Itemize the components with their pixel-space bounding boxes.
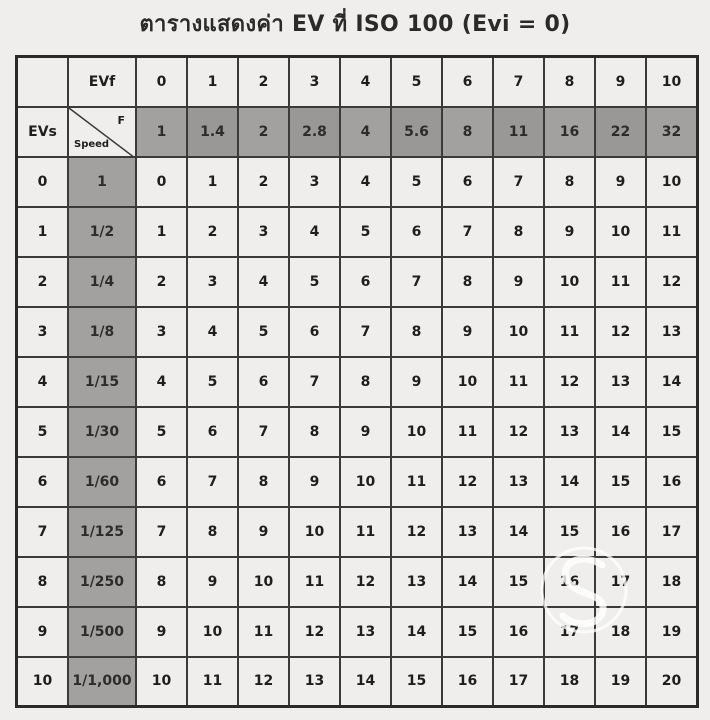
ev-value-cell: 12 xyxy=(493,407,544,457)
f-number-cell: 32 xyxy=(646,107,698,157)
ev-value-cell: 6 xyxy=(238,357,289,407)
evs-value-cell: 2 xyxy=(17,257,69,307)
evs-value-cell: 6 xyxy=(17,457,69,507)
ev-value-cell: 2 xyxy=(238,157,289,207)
table-row xyxy=(17,307,698,357)
f-speed-diagonal-cell xyxy=(68,107,136,157)
ev-value-cell: 6 xyxy=(136,457,187,507)
ev-value-cell: 19 xyxy=(595,657,646,707)
ev-value-cell: 8 xyxy=(391,307,442,357)
ev-value-cell: 11 xyxy=(595,257,646,307)
f-number-cell: 22 xyxy=(595,107,646,157)
table-row xyxy=(17,657,698,707)
ev-value-cell: 8 xyxy=(136,557,187,607)
ev-value-cell: 17 xyxy=(646,507,698,557)
f-number-cell: 16 xyxy=(544,107,595,157)
evs-value-cell: 5 xyxy=(17,407,69,457)
evf-value-cell: 2 xyxy=(238,57,289,107)
ev-value-cell: 14 xyxy=(391,607,442,657)
ev-value-cell: 5 xyxy=(340,207,391,257)
evf-value-cell: 1 xyxy=(187,57,238,107)
shutter-speed-cell: 1/8 xyxy=(68,307,136,357)
evs-value-cell: 4 xyxy=(17,357,69,407)
ev-value-cell: 16 xyxy=(646,457,698,507)
evf-value-cell: 6 xyxy=(442,57,493,107)
ev-value-cell: 13 xyxy=(442,507,493,557)
ev-value-cell: 7 xyxy=(391,257,442,307)
ev-value-cell: 11 xyxy=(442,407,493,457)
ev-value-cell: 8 xyxy=(187,507,238,557)
ev-value-cell: 10 xyxy=(493,307,544,357)
evs-value-cell: 0 xyxy=(17,157,69,207)
ev-value-cell: 16 xyxy=(442,657,493,707)
evf-header-row xyxy=(17,57,698,107)
ev-value-cell: 11 xyxy=(289,557,340,607)
evf-value-cell: 9 xyxy=(595,57,646,107)
evf-value-cell: 5 xyxy=(391,57,442,107)
ev-value-cell: 9 xyxy=(289,457,340,507)
ev-value-cell: 6 xyxy=(187,407,238,457)
ev-value-cell: 6 xyxy=(391,207,442,257)
ev-value-cell: 7 xyxy=(442,207,493,257)
ev-value-cell: 7 xyxy=(289,357,340,407)
ev-value-cell: 11 xyxy=(544,307,595,357)
ev-value-cell: 10 xyxy=(340,457,391,507)
ev-value-cell: 15 xyxy=(595,457,646,507)
ev-value-cell: 19 xyxy=(646,607,698,657)
f-number-cell: 4 xyxy=(340,107,391,157)
f-label: F xyxy=(117,113,125,127)
speed-label: Speed xyxy=(74,138,110,150)
evs-label: EVs xyxy=(17,107,69,157)
ev-value-cell: 7 xyxy=(136,507,187,557)
shutter-speed-cell: 1/2 xyxy=(68,207,136,257)
ev-value-cell: 14 xyxy=(493,507,544,557)
ev-value-cell: 3 xyxy=(289,157,340,207)
evs-value-cell: 8 xyxy=(17,557,69,607)
ev-value-cell: 10 xyxy=(595,207,646,257)
ev-value-cell: 13 xyxy=(595,357,646,407)
evs-value-cell: 7 xyxy=(17,507,69,557)
page-title: ตารางแสดงค่า EV ที่ ISO 100 (Evi = 0) xyxy=(139,12,571,37)
ev-value-cell: 8 xyxy=(493,207,544,257)
ev-value-cell: 10 xyxy=(136,657,187,707)
table-row xyxy=(17,257,698,307)
ev-value-cell: 13 xyxy=(391,557,442,607)
ev-value-cell: 18 xyxy=(646,557,698,607)
ev-value-cell: 10 xyxy=(289,507,340,557)
f-number-cell: 11 xyxy=(493,107,544,157)
ev-value-cell: 11 xyxy=(238,607,289,657)
ev-value-cell: 3 xyxy=(187,257,238,307)
table-row xyxy=(17,507,698,557)
table-row xyxy=(17,557,698,607)
ev-value-cell: 11 xyxy=(340,507,391,557)
evf-value-cell: 3 xyxy=(289,57,340,107)
ev-value-cell: 10 xyxy=(646,157,698,207)
ev-value-cell: 12 xyxy=(238,657,289,707)
shutter-speed-cell: 1/1,000 xyxy=(68,657,136,707)
ev-value-cell: 0 xyxy=(136,157,187,207)
ev-value-cell: 5 xyxy=(136,407,187,457)
ev-value-cell: 13 xyxy=(289,657,340,707)
ev-value-cell: 12 xyxy=(544,357,595,407)
evf-label: EVf xyxy=(68,57,136,107)
ev-value-cell: 14 xyxy=(595,407,646,457)
table-row xyxy=(17,457,698,507)
ev-value-cell: 10 xyxy=(187,607,238,657)
ev-value-cell: 8 xyxy=(238,457,289,507)
ev-value-cell: 15 xyxy=(493,557,544,607)
evs-value-cell: 10 xyxy=(17,657,69,707)
ev-value-cell: 12 xyxy=(646,257,698,307)
ev-value-cell: 18 xyxy=(544,657,595,707)
shutter-speed-cell: 1/500 xyxy=(68,607,136,657)
ev-value-cell: 5 xyxy=(289,257,340,307)
table-row xyxy=(17,357,698,407)
ev-value-cell: 10 xyxy=(442,357,493,407)
ev-value-cell: 13 xyxy=(646,307,698,357)
shutter-speed-cell: 1/60 xyxy=(68,457,136,507)
ev-value-cell: 9 xyxy=(238,507,289,557)
ev-value-cell: 11 xyxy=(187,657,238,707)
ev-value-cell: 10 xyxy=(391,407,442,457)
f-number-cell: 2.8 xyxy=(289,107,340,157)
shutter-speed-cell: 1 xyxy=(68,157,136,207)
ev-value-cell: 7 xyxy=(187,457,238,507)
table-row xyxy=(17,407,698,457)
fnumber-header-row xyxy=(17,107,698,157)
ev-value-cell: 9 xyxy=(595,157,646,207)
ev-value-cell: 4 xyxy=(136,357,187,407)
ev-value-cell: 16 xyxy=(493,607,544,657)
ev-value-cell: 8 xyxy=(340,357,391,407)
ev-value-cell: 1 xyxy=(136,207,187,257)
evf-value-cell: 4 xyxy=(340,57,391,107)
shutter-speed-cell: 1/30 xyxy=(68,407,136,457)
ev-value-cell: 5 xyxy=(391,157,442,207)
ev-value-cell: 13 xyxy=(544,407,595,457)
ev-value-cell: 12 xyxy=(391,507,442,557)
shutter-speed-cell: 1/15 xyxy=(68,357,136,407)
shutter-speed-cell: 1/4 xyxy=(68,257,136,307)
ev-value-cell: 11 xyxy=(646,207,698,257)
ev-value-cell: 14 xyxy=(340,657,391,707)
evf-value-cell: 8 xyxy=(544,57,595,107)
evs-value-cell: 3 xyxy=(17,307,69,357)
evs-value-cell: 1 xyxy=(17,207,69,257)
ev-value-cell: 9 xyxy=(544,207,595,257)
ev-value-cell: 17 xyxy=(595,557,646,607)
ev-value-cell: 17 xyxy=(544,607,595,657)
ev-value-cell: 8 xyxy=(289,407,340,457)
shutter-speed-cell: 1/250 xyxy=(68,557,136,607)
ev-value-cell: 13 xyxy=(493,457,544,507)
evf-value-cell: 0 xyxy=(136,57,187,107)
ev-value-cell: 2 xyxy=(187,207,238,257)
ev-value-cell: 3 xyxy=(238,207,289,257)
ev-value-cell: 12 xyxy=(595,307,646,357)
ev-value-cell: 6 xyxy=(289,307,340,357)
ev-value-cell: 16 xyxy=(544,557,595,607)
f-number-cell: 5.6 xyxy=(391,107,442,157)
ev-value-cell: 5 xyxy=(187,357,238,407)
ev-value-cell: 13 xyxy=(340,607,391,657)
corner-cell xyxy=(17,57,69,107)
ev-value-cell: 11 xyxy=(391,457,442,507)
ev-value-cell: 8 xyxy=(442,257,493,307)
ev-value-cell: 4 xyxy=(340,157,391,207)
table-row xyxy=(17,207,698,257)
ev-value-cell: 9 xyxy=(442,307,493,357)
ev-value-cell: 15 xyxy=(442,607,493,657)
ev-value-cell: 5 xyxy=(238,307,289,357)
ev-value-cell: 9 xyxy=(340,407,391,457)
shutter-speed-cell: 1/125 xyxy=(68,507,136,557)
evf-value-cell: 7 xyxy=(493,57,544,107)
table-row xyxy=(17,157,698,207)
ev-value-cell: 15 xyxy=(544,507,595,557)
ev-value-cell: 14 xyxy=(646,357,698,407)
ev-value-cell: 15 xyxy=(391,657,442,707)
ev-value-cell: 9 xyxy=(391,357,442,407)
ev-value-cell: 16 xyxy=(595,507,646,557)
ev-value-cell: 3 xyxy=(136,307,187,357)
ev-value-cell: 12 xyxy=(340,557,391,607)
f-number-cell: 1.4 xyxy=(187,107,238,157)
f-number-cell: 2 xyxy=(238,107,289,157)
ev-value-cell: 15 xyxy=(646,407,698,457)
ev-value-cell: 4 xyxy=(289,207,340,257)
ev-value-cell: 6 xyxy=(340,257,391,307)
ev-value-cell: 20 xyxy=(646,657,698,707)
ev-value-cell: 9 xyxy=(187,557,238,607)
ev-value-cell: 7 xyxy=(340,307,391,357)
ev-value-cell: 8 xyxy=(544,157,595,207)
ev-table xyxy=(15,55,699,708)
ev-value-cell: 14 xyxy=(544,457,595,507)
f-number-cell: 1 xyxy=(136,107,187,157)
ev-value-cell: 12 xyxy=(442,457,493,507)
ev-value-cell: 1 xyxy=(187,157,238,207)
ev-value-cell: 2 xyxy=(136,257,187,307)
ev-value-cell: 6 xyxy=(442,157,493,207)
ev-value-cell: 9 xyxy=(136,607,187,657)
ev-value-cell: 4 xyxy=(187,307,238,357)
ev-value-cell: 10 xyxy=(544,257,595,307)
ev-value-cell: 9 xyxy=(493,257,544,307)
table-row xyxy=(17,607,698,657)
ev-value-cell: 18 xyxy=(595,607,646,657)
evf-value-cell: 10 xyxy=(646,57,698,107)
ev-value-cell: 7 xyxy=(493,157,544,207)
ev-value-cell: 7 xyxy=(238,407,289,457)
ev-value-cell: 4 xyxy=(238,257,289,307)
ev-value-cell: 14 xyxy=(442,557,493,607)
ev-value-cell: 12 xyxy=(289,607,340,657)
ev-value-cell: 17 xyxy=(493,657,544,707)
evs-value-cell: 9 xyxy=(17,607,69,657)
ev-value-cell: 11 xyxy=(493,357,544,407)
ev-value-cell: 10 xyxy=(238,557,289,607)
f-number-cell: 8 xyxy=(442,107,493,157)
